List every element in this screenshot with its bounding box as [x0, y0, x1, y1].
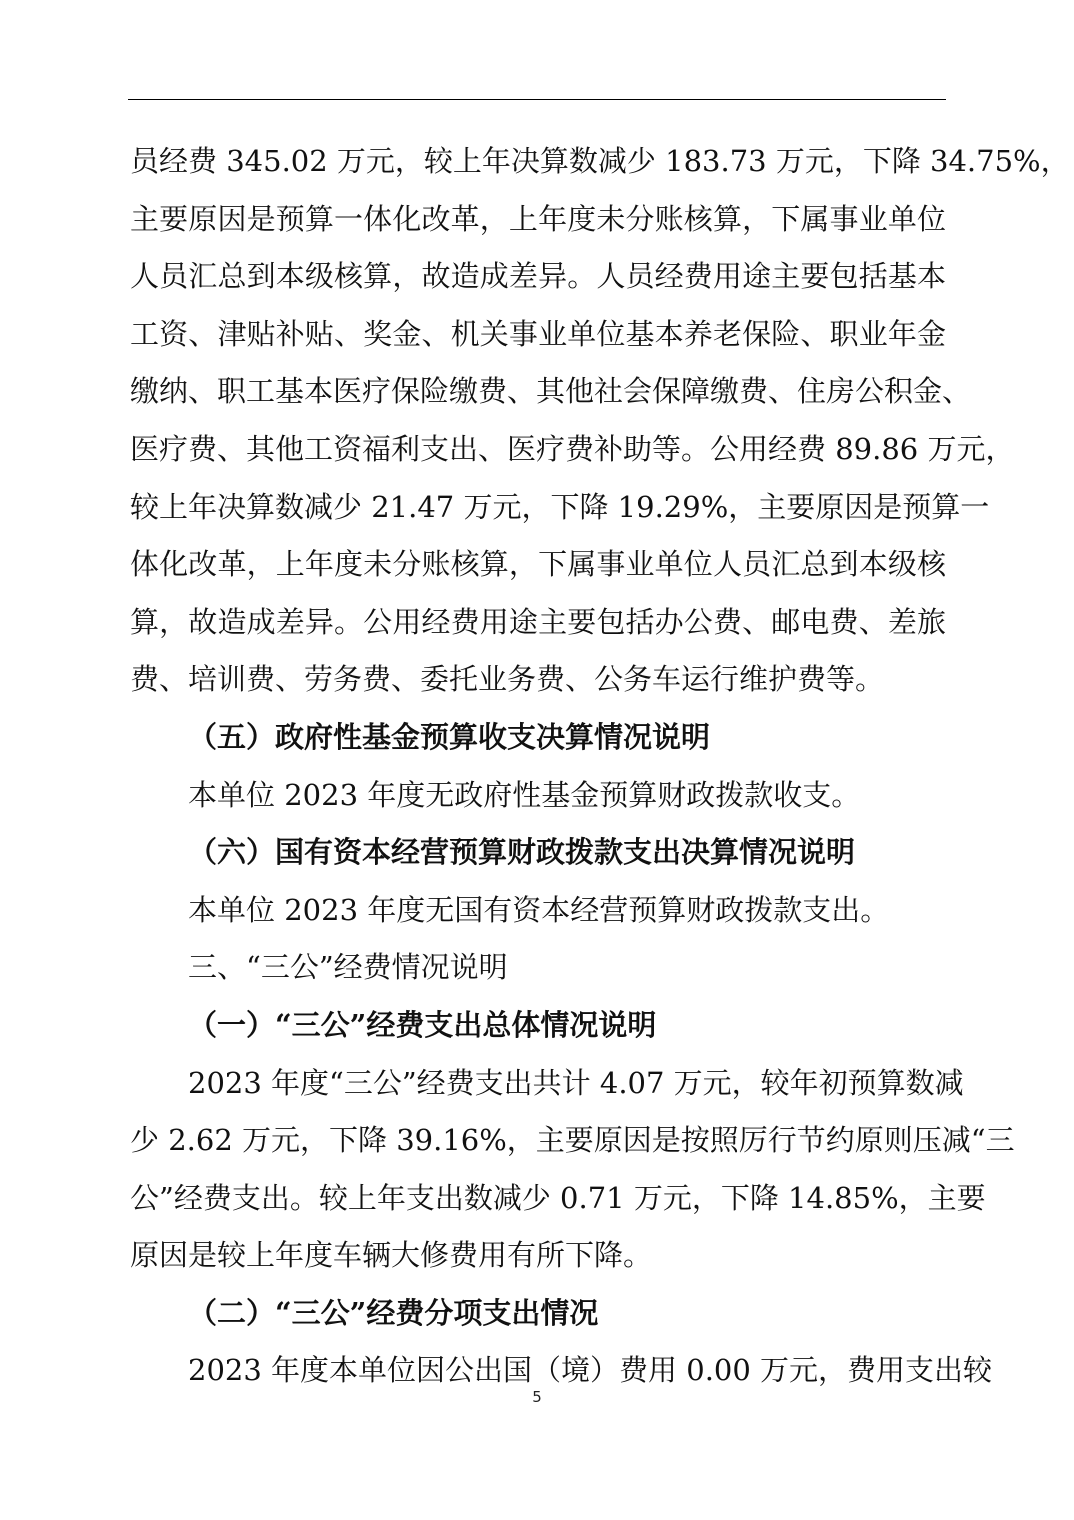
text-line: 2023 年度“三公”经费支出共计 4.07 万元，较年初预算数减: [188, 1065, 964, 1100]
text-line: 少 2.62 万元，下降 39.16%，主要原因是按照厉行节约原则压减“三: [130, 1123, 1015, 1158]
text-line: 公”经费支出。较上年支出数减少 0.71 万元，下降 14.85%，主要: [130, 1180, 986, 1215]
page-number: 5: [532, 1388, 542, 1406]
section-heading-three-public: 三、“三公”经费情况说明: [188, 950, 508, 985]
text-line: 医疗费、其他工资福利支出、医疗费补助等。公用经费 89.86 万元，: [130, 431, 1015, 466]
paragraph-state-capital: 本单位 2023 年度无国有资本经营预算财政拨款支出。: [188, 892, 890, 927]
text-line: 原因是较上年度车辆大修费用有所下降。: [130, 1238, 653, 1273]
text-line: 体化改革，上年度未分账核算，下属事业单位人员汇总到本级核: [130, 547, 946, 582]
text-line: 人员汇总到本级核算，故造成差异。人员经费用途主要包括基本: [130, 259, 946, 294]
paragraph-personnel-expenses: [130, 133, 1070, 709]
paragraph-government-fund: 本单位 2023 年度无政府性基金预算财政拨款收支。: [188, 777, 861, 812]
heading-state-capital: （六）国有资本经营预算财政拨款支出决算情况说明: [188, 835, 856, 870]
header-rule: [128, 99, 946, 100]
text-line: 费、培训费、劳务费、委托业务费、公务车运行维护费等。: [130, 662, 885, 697]
paragraph-three-public-overall: [130, 1055, 1015, 1285]
document-body: [130, 133, 1070, 1400]
text-line: 2023 年度本单位因公出国（境）费用 0.00 万元，费用支出较: [188, 1353, 993, 1388]
text-line: 主要原因是预算一体化改革，上年度未分账核算，下属事业单位: [130, 201, 946, 236]
text-line: 较上年决算数减少 21.47 万元，下降 19.29%，主要原因是预算一: [130, 489, 990, 524]
heading-three-public-itemized: （二）“三公”经费分项支出情况: [188, 1295, 599, 1330]
text-line: 缴纳、职工基本医疗保险缴费、其他社会保障缴费、住房公积金、: [130, 374, 972, 409]
text-line: 工资、津贴补贴、奖金、机关事业单位基本养老保险、职业年金: [130, 316, 946, 351]
text-line: 员经费 345.02 万元，较上年决算数减少 183.73 万元，下降 34.75%，: [130, 144, 1070, 178]
text-line: 算，故造成差异。公用经费用途主要包括办公费、邮电费、差旅: [130, 604, 946, 639]
heading-government-fund: （五）政府性基金预算收支决算情况说明: [188, 719, 711, 754]
heading-three-public-overall: （一）“三公”经费支出总体情况说明: [188, 1007, 657, 1042]
